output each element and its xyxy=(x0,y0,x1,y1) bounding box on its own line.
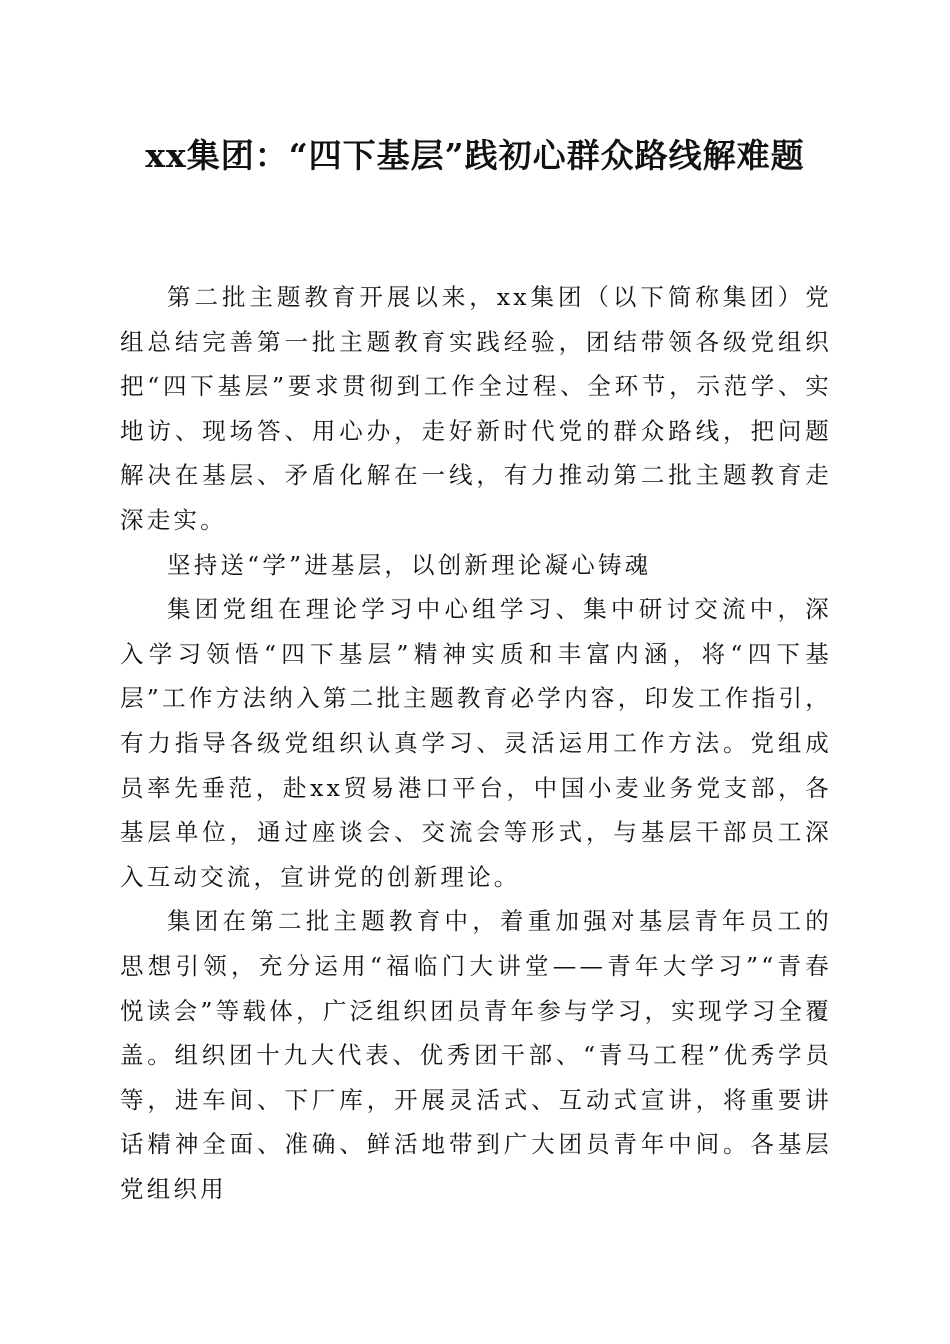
paragraph-party-study: 集团党组在理论学习中心组学习、集中研讨交流中，深入学习领悟“四下基层”精神实质和丰富内涵，将“四下基层”工作方法纳入第二批主题教育必学内容，印发工作指引，有力指导各级党组织认真学习、灵活运用工作方法。党组成员率先垂范，赴xx贸易港口平台，中国小麦业务党支部，各基层单位，通过座谈会、交流会等形式，与基层干部员工深入互动交流，宣讲党的创新理论。 xyxy=(120,595,832,891)
document-title: xx集团：“四下基层”践初心群众路线解难题 xyxy=(145,136,805,175)
paragraph-intro: 第二批主题教育开展以来，xx集团（以下简称集团）党组总结完善第一批主题教育实践经验，团结带领各级党组织把“四下基层”要求贯彻到工作全过程、全环节，示范学、实地访、现场答、用心办，走好新时代党的群众路线，把问题解决在基层、矛盾化解在一线，有力推动第二批主题教育走深走实。 xyxy=(120,283,832,534)
paragraph-youth-guidance: 集团在第二批主题教育中，着重加强对基层青年员工的思想引领，充分运用“福临门大讲堂——青年大学习”“青春悦读会”等载体，广泛组织团员青年参与学习，实现学习全覆盖。组织团十九大代表、优秀团干部、“青马工程”优秀学员等，进车间、下厂库，开展灵活式、互动式宣讲，将重要讲话精神全面、准确、鲜活地带到广大团员青年中间。各基层党组织用 xyxy=(120,907,832,1203)
section-heading: 坚持送“学”进基层，以创新理论凝心铸魂 xyxy=(167,550,652,579)
document-body xyxy=(120,275,832,1211)
